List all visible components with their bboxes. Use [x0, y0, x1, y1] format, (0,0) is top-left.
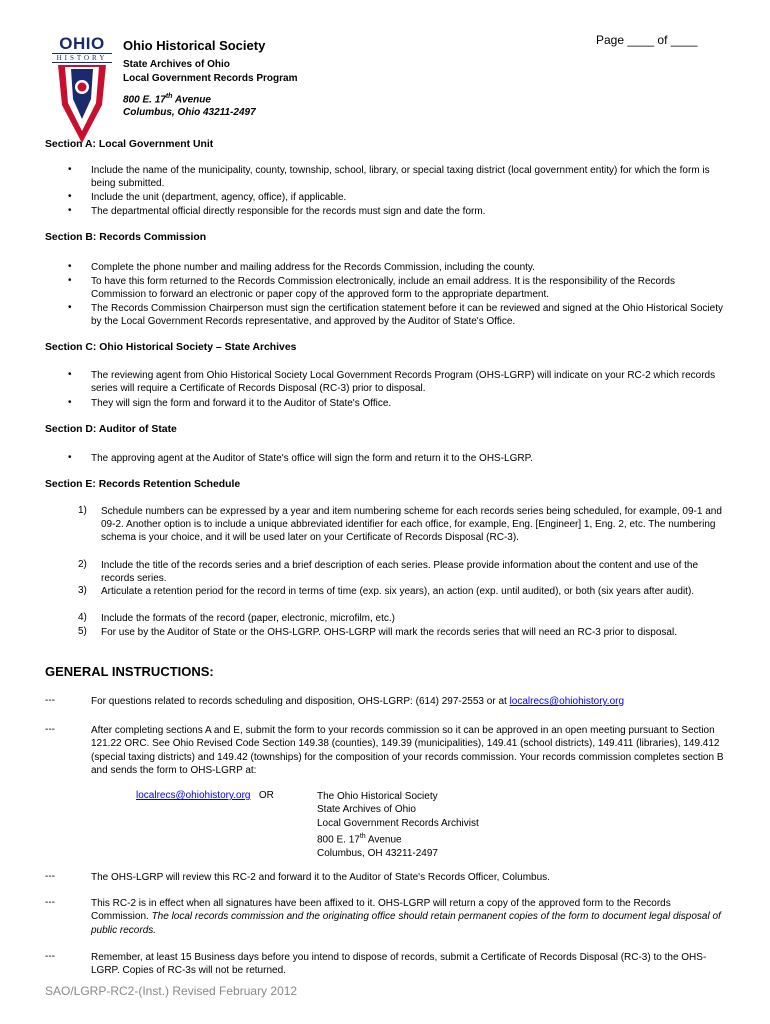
section-e-title: Section E: Records Retention Schedule: [45, 479, 241, 490]
list-number: 4): [78, 612, 87, 623]
dash-marker: ---: [45, 871, 55, 882]
flag-shield-icon: [52, 65, 112, 143]
bullet-icon: •: [68, 275, 72, 286]
bullet-icon: •: [68, 369, 72, 380]
list-number: 1): [78, 505, 87, 516]
address-line: 800 E. 17th Avenue: [317, 833, 402, 846]
mailing-address: [317, 790, 479, 860]
org-line1: State Archives of Ohio: [123, 59, 230, 70]
section-e-item-1: Schedule numbers can be expressed by a year and item numbering scheme for each records series being scheduled, for example, 09-1 and 09-2. Another option is to include a unique abbreviated identifier for each office, for example, Eng. [Engineer] 1, Eng. 2, etc. The numbering schema is your choice, and it will be used later on your Certificate of Records Disposal (RC-3).: [101, 506, 722, 544]
section-c-title: Section C: Ohio Historical Society – State Archives: [45, 342, 297, 353]
general-item-1: For questions related to records scheduling and disposition, OHS-LGRP: (614) 297-2553 or at localrecs@ohiohistory.org: [91, 696, 625, 707]
ohio-history-logo: [52, 36, 112, 148]
section-e-item-3: Articulate a retention period for the record in terms of time (exp. six years), an action (exp. until audited), or both (six years after audit).: [101, 586, 695, 597]
dash-marker: ---: [45, 951, 55, 962]
general-item-4: This RC-2 is in effect when all signatures have been affixed to it. OHS-LGRP will return a copy of the approved form to the Records Commission. The local records commission and the originating office should retain permanent copies of the form to document legal disposal of public records.: [91, 898, 721, 936]
bullet-icon: •: [68, 302, 72, 313]
section-a-bullet-3: The departmental official directly responsible for the records must sign and date the form.: [91, 206, 486, 217]
general-item-3: The OHS-LGRP will review this RC-2 and forward it to the Auditor of State's Records Officer, Columbus.: [91, 872, 550, 883]
list-number: 2): [78, 559, 87, 570]
address-line: The Ohio Historical Society: [317, 791, 438, 802]
section-b-bullet-1: Complete the phone number and mailing address for the Records Commission, including the county.: [91, 262, 535, 273]
logo-subtext: HISTORY: [52, 53, 112, 63]
section-b-title: Section B: Records Commission: [45, 232, 207, 243]
section-d-bullet-1: The approving agent at the Auditor of State's office will sign the form and return it to the OHS-LGRP.: [91, 453, 533, 464]
section-b-bullet-3: The Records Commission Chairperson must sign the certification statement before it can be reviewed and signed at the Ohio Historical Society by the Local Government Records representative, and approved by the Auditor of State's Office.: [91, 303, 723, 328]
submit-email-link[interactable]: localrecs@ohiohistory.org: [136, 790, 251, 801]
bullet-icon: •: [68, 164, 72, 175]
address-line: Local Government Records Archivist: [317, 817, 479, 829]
section-a-title: Section A: Local Government Unit: [45, 139, 214, 150]
org-address-city: Columbus, Ohio 43211-2497: [123, 107, 256, 118]
section-e-item-5: For use by the Auditor of State or the OHS-LGRP. OHS-LGRP will mark the records series that will need an RC-3 prior to disposal.: [101, 627, 677, 638]
list-number: 3): [78, 585, 87, 596]
bullet-icon: •: [68, 205, 72, 216]
section-d-title: Section D: Auditor of State: [45, 424, 177, 435]
dash-marker: ---: [45, 695, 55, 706]
section-b-bullet-2: To have this form returned to the Records Commission electronically, include an email address. It is the responsibility of the Records Commission to forward an electronic or paper copy of the approved form to the appropriate department.: [91, 276, 675, 301]
address-line: Columbus, OH 43211-2497: [317, 847, 438, 859]
dash-marker: ---: [45, 897, 55, 908]
bullet-icon: •: [68, 261, 72, 272]
submit-email-row: [136, 790, 274, 801]
org-line2: Local Government Records Program: [123, 73, 298, 84]
general-item-2: After completing sections A and E, submit the form to your records commission so it can be approved in an open meeting pursuant to Section 121.22 ORC. See Ohio Revised Code Section 149.38 (counties), 149.39 (municipalities), 149.41 (school districts), 149.411 (libraries), 149.412 (special taxing districts) and 149.42 (townships) for the composition of your records commission. Your records commission completes section B and sends the form to OHS-LGRP at:: [91, 725, 724, 777]
bullet-icon: •: [68, 191, 72, 202]
section-a-bullet-1: Include the name of the municipality, county, township, school, library, or special taxing district (local government entity) for which the form is being submitted.: [91, 165, 710, 190]
logo-text: OHIO: [59, 34, 105, 53]
section-c-bullet-2: They will sign the form and forward it to the Auditor of State's Office.: [91, 398, 392, 409]
address-line: State Archives of Ohio: [317, 804, 416, 816]
page-number-label: Page ____ of ____: [596, 33, 698, 47]
section-e-item-2: Include the title of the records series and a brief description of each series. Please provide information about the content and use of the records series.: [101, 560, 699, 585]
email-link[interactable]: localrecs@ohiohistory.org: [509, 696, 625, 707]
org-name: Ohio Historical Society: [123, 38, 266, 53]
general-item-5: Remember, at least 15 Business days before you intend to dispose of records, submit a Certificate of Records Disposal (RC-3) to the OHS-LGRP. Copies of RC-3s will not be returned.: [91, 952, 707, 977]
dash-marker: ---: [45, 724, 55, 735]
bullet-icon: •: [68, 452, 72, 463]
form-footer: SAO/LGRP-RC2-(Inst.) Revised February 2012: [45, 984, 298, 998]
or-label: OR: [258, 790, 274, 801]
org-address-street: 800 E. 17th Avenue: [123, 93, 211, 106]
bullet-icon: •: [68, 397, 72, 408]
section-c-bullet-1: The reviewing agent from Ohio Historical Society Local Government Records Program (OHS-LGRP) will indicate on your RC-2 which records series will require a Certificate of Records Disposal (RC-3) prior to disposal.: [91, 370, 716, 395]
general-instructions-title: GENERAL INSTRUCTIONS:: [45, 664, 214, 679]
section-a-bullet-2: Include the unit (department, agency, office), if applicable.: [91, 192, 347, 203]
list-number: 5): [78, 626, 87, 637]
section-e-item-4: Include the formats of the record (paper, electronic, microfilm, etc.): [101, 613, 396, 624]
